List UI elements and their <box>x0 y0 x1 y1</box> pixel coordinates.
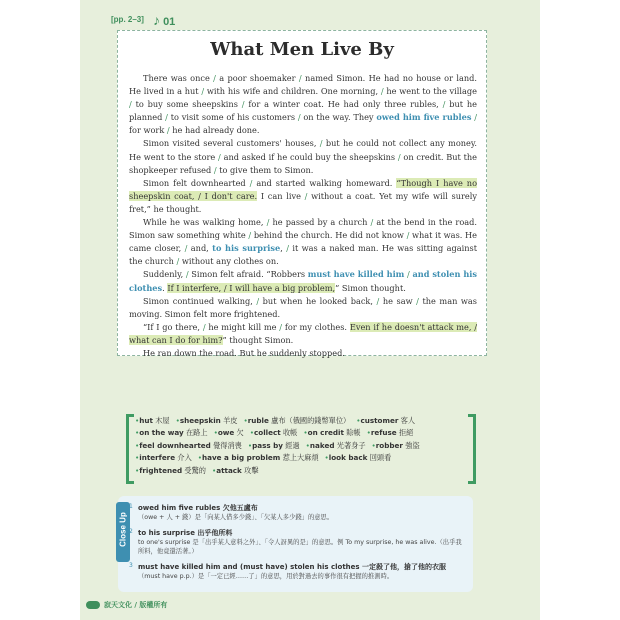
chunk-slash: / <box>297 112 301 123</box>
story-text-segment: . <box>162 282 168 293</box>
bullet-icon: • <box>135 416 140 425</box>
vocab-meaning: 光著身子 <box>334 440 366 450</box>
bullet-icon: • <box>324 453 329 463</box>
vocab-row <box>135 416 465 428</box>
bullet-icon: • <box>243 416 248 425</box>
story-text-segment: While he was walking home, <box>143 217 267 228</box>
close-up-item <box>129 528 466 556</box>
story-text-segment: a poor shoemaker <box>215 73 299 83</box>
chunk-slash: / <box>129 99 132 110</box>
story-paragraph <box>129 347 477 360</box>
story-text-segment: he saw <box>379 295 417 306</box>
chunk-slash: / <box>166 125 170 136</box>
vocab-row <box>135 441 465 453</box>
vocab-word: pass by <box>252 440 283 450</box>
story-text-segment: but he planned <box>129 99 477 123</box>
chunk-slash: / <box>376 295 380 306</box>
story-text-segment: and asked if he could buy the sheepskins <box>220 151 398 162</box>
vocabulary-list <box>135 416 465 482</box>
bullet-icon: • <box>371 440 376 450</box>
vocab-meaning: 惹上大麻煩 <box>280 453 319 463</box>
bullet-icon: • <box>356 416 361 425</box>
story-text-segment: without any clothes on. <box>179 256 279 267</box>
story-box <box>117 30 487 356</box>
vocab-word: frightened <box>139 465 183 475</box>
close-up-item <box>129 503 466 522</box>
chunk-slash: / <box>213 164 217 175</box>
vocab-item <box>135 466 206 476</box>
chunk-slash: / <box>380 86 384 97</box>
story-text-segment: Suddenly, <box>143 269 186 280</box>
story-text-segment: “If I go there, <box>143 321 203 332</box>
chunk-slash: / <box>406 230 410 241</box>
close-up-item <box>129 562 466 581</box>
highlighted-phrase: Even if he doesn't attack me, / what can I do for him? <box>129 321 477 345</box>
close-up-number: 1 <box>129 503 133 510</box>
story-text-segment: and started walking homeward. <box>252 177 397 188</box>
vocab-word: ruble <box>247 416 269 425</box>
vocab-word: collect <box>254 428 281 438</box>
highlighted-phrase: If I interfere, / I will have a big problem, <box>167 282 336 293</box>
story-text <box>129 72 477 360</box>
vocab-item <box>135 453 192 463</box>
story-text-segment: with his wife and children. One morning, <box>204 86 381 97</box>
story-text-segment: it was a naked man. He was sitting against the church <box>129 243 477 267</box>
story-text-segment: for work <box>129 125 167 136</box>
story-paragraph <box>129 321 477 347</box>
bullet-icon: • <box>135 465 140 475</box>
chunk-slash: / <box>248 230 252 241</box>
vocab-item <box>325 453 392 463</box>
story-paragraph <box>129 216 477 268</box>
vocab-row <box>135 466 465 478</box>
chunk-slash: / <box>298 73 302 83</box>
story-text-segment: Simon felt afraid. “Robbers <box>188 269 308 280</box>
vocab-bracket-left <box>126 414 134 484</box>
chunk-slash: / <box>286 243 289 254</box>
vocab-word: on credit <box>307 428 344 438</box>
publisher-name: 寂天文化 / 版權所有 <box>104 601 168 609</box>
story-text-segment: he went to the village <box>383 86 477 97</box>
vocab-item <box>214 428 244 438</box>
vocab-word: attack <box>216 465 242 475</box>
bullet-icon: • <box>211 465 217 475</box>
story-text-segment: the man was moving. Simon felt more frightened. <box>129 295 477 319</box>
vocab-word: owe <box>217 428 235 438</box>
chunk-slash: / <box>165 112 168 123</box>
chunk-slash: / <box>185 269 189 280</box>
vocab-meaning: 羊皮 <box>220 416 238 425</box>
story-text-segment: on the way. They <box>300 112 377 123</box>
chunk-slash: / <box>176 256 180 267</box>
bullet-icon: • <box>247 440 253 450</box>
chunk-slash: / <box>256 295 260 306</box>
story-text-segment: He ran down the road. But he suddenly stopped. <box>143 347 345 358</box>
story-paragraph <box>129 177 477 216</box>
chunk-slash: / <box>442 99 446 110</box>
music-note-icon: ♪ <box>153 12 160 28</box>
bullet-icon: • <box>197 453 203 463</box>
story-text-segment: at the bend in the road. Simon saw something white <box>129 217 477 241</box>
audio-track-label[interactable] <box>153 12 175 28</box>
story-text-segment: ” thought Simon. <box>222 334 294 345</box>
vocab-word: refuse <box>370 428 397 438</box>
vocab-meaning: 介入 <box>175 453 192 463</box>
story-text-segment: without a coat. Yet my wife will surely fret,” he thought. <box>129 190 477 214</box>
close-up-number: 2 <box>129 528 133 535</box>
chunk-slash: / <box>202 321 206 332</box>
vocab-item <box>135 416 170 426</box>
bullet-icon: • <box>135 440 140 450</box>
chunk-slash: / <box>279 321 283 332</box>
chunk-slash: / <box>184 243 188 254</box>
bullet-icon: • <box>303 428 308 438</box>
chunk-slash: / <box>370 217 374 228</box>
key-phrase: must have killed him <box>307 269 405 280</box>
chunk-slash: / <box>319 138 323 149</box>
vocab-word: interfere <box>139 453 176 463</box>
track-number: 01 <box>163 16 176 28</box>
chunk-slash: / <box>397 151 401 162</box>
story-text-segment: Simon felt downhearted <box>143 177 250 188</box>
vocab-item <box>248 441 300 451</box>
chunk-slash: / <box>201 86 205 97</box>
story-text-segment: named Simon. He had no house or land. He lived in a hut <box>129 73 477 97</box>
close-up-panel <box>118 496 473 592</box>
vocab-item <box>356 416 415 426</box>
story-text-segment: Simon visited several customers' houses, <box>143 138 320 149</box>
bullet-icon: • <box>249 428 254 438</box>
story-text-segment: on credit. But the shopkeeper refused <box>129 151 477 175</box>
story-text-segment: I can live <box>257 190 305 201</box>
close-up-explanation: （owe + 人 + 錢）是「向某人借多少錢」、「欠某人多少錢」的意思。 <box>138 514 334 521</box>
key-phrase: owed him five rubles <box>376 112 472 123</box>
bullet-icon: • <box>213 428 218 438</box>
vocab-word: feel downhearted <box>139 440 211 450</box>
story-text-segment: Simon continued walking, <box>143 295 257 306</box>
vocab-item <box>306 441 366 451</box>
bullet-icon: • <box>366 428 371 438</box>
chunk-slash: / <box>416 295 419 306</box>
vocab-item <box>135 441 242 451</box>
publisher-logo-icon <box>86 601 100 609</box>
footer <box>86 600 167 610</box>
close-up-explanation: to one's surprise 是「出乎某人意料之外」、「令人訝異的是」的意思。例 To my surprise, he was alive.（出乎我所料，他竟還活著。） <box>138 539 462 555</box>
close-up-heading: must have killed him and (must have) stolen his clothes 一定殺了他，搶了他的衣服 <box>138 563 446 571</box>
vocab-word: customer <box>360 416 399 425</box>
story-paragraph <box>129 295 477 321</box>
vocab-meaning: 經過 <box>282 440 300 450</box>
story-text-segment: for my clothes. <box>282 321 350 332</box>
key-phrase: and stolen his clothes <box>129 269 478 293</box>
close-up-tab <box>116 502 130 562</box>
vocab-row <box>135 428 465 440</box>
story-paragraph <box>129 72 477 137</box>
vocab-item <box>198 453 319 463</box>
chunk-slash: / <box>474 112 478 123</box>
vocab-meaning: 回頭看 <box>367 453 392 463</box>
highlighted-phrase: “Though I have no sheepskin coat, / I don't care. <box>129 177 478 201</box>
vocab-word: look back <box>328 453 368 463</box>
story-text-segment: ” Simon thought. <box>335 282 406 293</box>
bullet-icon: • <box>305 440 310 450</box>
chunk-slash: / <box>218 151 221 162</box>
vocab-meaning: 強盜 <box>402 440 420 450</box>
close-up-heading: to his surprise 出乎他所料 <box>138 529 233 537</box>
close-up-label: Close Up <box>118 512 128 547</box>
vocab-meaning: 收帳 <box>280 428 298 438</box>
vocab-item <box>243 416 350 426</box>
vocab-meaning: 客人 <box>398 416 416 425</box>
vocab-word: on the way <box>139 428 184 438</box>
vocab-meaning: 受驚的 <box>182 465 206 475</box>
story-text-segment: he might kill me <box>205 321 280 332</box>
vocab-meaning: 在路上 <box>183 428 208 438</box>
chunk-slash: / <box>407 269 410 280</box>
chunk-slash: / <box>266 217 270 228</box>
bullet-icon: • <box>135 453 140 463</box>
close-up-explanation: （must have p.p.）是「一定已經……了」的意思，用於對過去的事作很有把握的推測時。 <box>138 573 394 580</box>
vocab-item <box>176 416 238 426</box>
story-text-segment: and, <box>187 243 213 254</box>
vocab-word: have a big problem <box>202 453 281 463</box>
story-text-segment: for a winter coat. He had only three rubles, <box>244 99 443 110</box>
story-text-segment: to buy some sheepskins <box>131 99 242 110</box>
story-text-segment: behind the church. He did not know <box>251 230 407 241</box>
vocab-meaning: 拒絕 <box>396 428 414 438</box>
vocab-word: sheepskin <box>179 416 221 425</box>
key-phrase: to his surprise <box>212 243 281 254</box>
vocab-meaning: 欠 <box>234 428 244 438</box>
story-text-segment: to visit some of his customers <box>167 112 298 123</box>
chunk-slash: / <box>241 99 245 110</box>
vocab-meaning: 覺得消喪 <box>210 440 242 450</box>
bullet-icon: • <box>175 416 180 425</box>
vocab-meaning: 賒帳 <box>343 428 361 438</box>
story-title: What Men Live By <box>210 39 394 60</box>
vocab-item <box>250 428 298 438</box>
story-text-segment: , <box>280 243 287 254</box>
story-text-segment: but when he looked back, <box>259 295 377 306</box>
vocab-item <box>303 428 360 438</box>
vocab-item <box>135 428 208 438</box>
vocab-item <box>367 428 414 438</box>
story-text-segment: he had already done. <box>169 125 260 136</box>
vocab-word: naked <box>309 440 335 450</box>
story-paragraph <box>129 268 477 294</box>
chunk-slash: / <box>304 190 308 201</box>
vocab-item <box>212 466 259 476</box>
chunk-slash: / <box>213 73 216 83</box>
vocab-word: hut <box>139 416 153 425</box>
vocab-row <box>135 453 465 465</box>
vocab-meaning: 攻擊 <box>241 465 259 475</box>
story-text-segment: There was once <box>143 73 214 83</box>
story-text-segment: but he could not collect any money. He went to the store <box>129 138 478 162</box>
bullet-icon: • <box>135 428 140 438</box>
chunk-slash: / <box>249 177 253 188</box>
close-up-heading: owed him five rubles 欠他五盧布 <box>138 504 258 512</box>
story-paragraph <box>129 137 477 176</box>
vocab-word: robber <box>375 440 403 450</box>
vocab-meaning: 盧布（俄國的錢幣單位） <box>268 416 351 425</box>
close-up-number: 3 <box>129 562 133 569</box>
vocab-item <box>372 441 420 451</box>
vocab-meaning: 木屋 <box>152 416 170 425</box>
story-text-segment: what it was. He came closer, <box>129 230 478 254</box>
story-text-segment: to give them to Simon. <box>216 164 314 175</box>
page-reference: [pp. 2–3] <box>111 15 144 24</box>
story-text-segment: he passed by a church <box>269 217 371 228</box>
vocab-bracket-right <box>468 414 476 484</box>
